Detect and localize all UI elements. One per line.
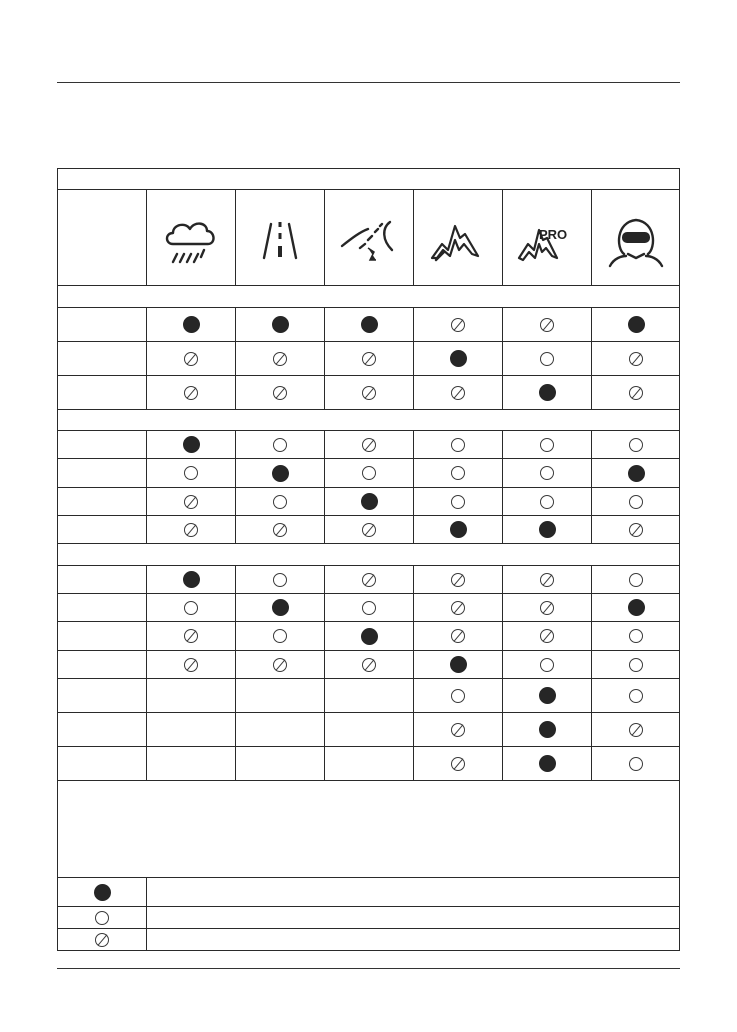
matrix-cell xyxy=(236,566,324,593)
not-applicable-icon xyxy=(184,352,198,366)
matrix-cell xyxy=(503,679,591,712)
top-rule xyxy=(57,82,680,83)
not-applicable-icon xyxy=(95,933,109,947)
not-applicable-icon xyxy=(273,658,287,672)
matrix-cell xyxy=(592,488,680,515)
filled-circle-icon xyxy=(361,316,378,333)
matrix-cell xyxy=(414,376,502,409)
filled-circle-icon xyxy=(628,316,645,333)
matrix-cell xyxy=(236,308,324,341)
not-applicable-icon xyxy=(362,386,376,400)
matrix-cell xyxy=(592,651,680,678)
matrix-cell xyxy=(325,651,413,678)
open-circle-icon xyxy=(184,466,198,480)
matrix-cell xyxy=(147,308,235,341)
row-divider xyxy=(58,285,679,286)
matrix-cell xyxy=(503,594,591,621)
filled-circle-icon xyxy=(450,521,467,538)
filled-circle-icon xyxy=(539,755,556,772)
matrix-cell xyxy=(503,376,591,409)
not-applicable-icon xyxy=(273,352,287,366)
legend-symbol-cell xyxy=(58,878,146,906)
matrix-cell xyxy=(414,488,502,515)
open-circle-icon xyxy=(629,658,643,672)
not-applicable-icon xyxy=(540,573,554,587)
matrix-cell xyxy=(503,622,591,650)
not-applicable-icon xyxy=(184,386,198,400)
road-mode-icon xyxy=(236,200,324,282)
matrix-cell xyxy=(236,431,324,458)
not-applicable-icon xyxy=(184,658,198,672)
open-circle-icon xyxy=(629,629,643,643)
not-applicable-icon xyxy=(273,523,287,537)
pro-badge-text: PRO xyxy=(539,227,568,242)
rain-mode-icon xyxy=(147,200,235,282)
filled-circle-icon xyxy=(272,599,289,616)
matrix-cell xyxy=(147,713,235,746)
not-applicable-icon xyxy=(184,629,198,643)
matrix-cell xyxy=(325,594,413,621)
matrix-cell xyxy=(325,679,413,712)
matrix-cell xyxy=(147,594,235,621)
row-divider xyxy=(58,906,679,907)
sport-mode-icon xyxy=(325,200,413,282)
matrix-cell xyxy=(414,566,502,593)
open-circle-icon xyxy=(451,495,465,509)
matrix-cell xyxy=(147,459,235,487)
not-applicable-icon xyxy=(362,438,376,452)
open-circle-icon xyxy=(629,757,643,771)
matrix-cell xyxy=(236,342,324,375)
matrix-cell xyxy=(503,713,591,746)
matrix-cell xyxy=(236,488,324,515)
filled-circle-icon xyxy=(272,316,289,333)
rider-helmet-icon xyxy=(592,200,680,282)
filled-circle-icon xyxy=(628,599,645,616)
matrix-cell xyxy=(325,713,413,746)
matrix-cell xyxy=(414,459,502,487)
matrix-cell xyxy=(592,516,680,543)
matrix-cell xyxy=(503,342,591,375)
matrix-cell xyxy=(236,679,324,712)
matrix-cell xyxy=(325,566,413,593)
matrix-cell xyxy=(325,622,413,650)
filled-circle-icon xyxy=(183,316,200,333)
open-circle-icon xyxy=(273,438,287,452)
row-divider xyxy=(58,189,679,190)
not-applicable-icon xyxy=(362,573,376,587)
trail-pro-mode-icon xyxy=(503,200,591,282)
not-applicable-icon xyxy=(629,723,643,737)
matrix-cell xyxy=(147,747,235,780)
filled-circle-icon xyxy=(539,384,556,401)
matrix-cell xyxy=(236,376,324,409)
matrix-cell xyxy=(592,679,680,712)
open-circle-icon xyxy=(95,911,109,925)
matrix-cell xyxy=(236,594,324,621)
open-circle-icon xyxy=(362,601,376,615)
open-circle-icon xyxy=(629,438,643,452)
open-circle-icon xyxy=(629,689,643,703)
matrix-cell xyxy=(325,516,413,543)
matrix-cell xyxy=(592,459,680,487)
matrix-cell xyxy=(147,516,235,543)
not-applicable-icon xyxy=(629,386,643,400)
matrix-cell xyxy=(147,376,235,409)
not-applicable-icon xyxy=(362,658,376,672)
filled-circle-icon xyxy=(361,493,378,510)
filled-circle-icon xyxy=(539,521,556,538)
not-applicable-icon xyxy=(451,601,465,615)
matrix-cell xyxy=(592,747,680,780)
matrix-cell xyxy=(592,308,680,341)
filled-circle-icon xyxy=(539,687,556,704)
matrix-cell xyxy=(236,713,324,746)
matrix-cell xyxy=(325,488,413,515)
matrix-cell xyxy=(236,622,324,650)
filled-circle-icon xyxy=(450,656,467,673)
not-applicable-icon xyxy=(362,523,376,537)
matrix-cell xyxy=(592,622,680,650)
filled-circle-icon xyxy=(361,628,378,645)
filled-circle-icon xyxy=(450,350,467,367)
not-applicable-icon xyxy=(184,495,198,509)
matrix-cell xyxy=(147,431,235,458)
matrix-cell xyxy=(236,516,324,543)
open-circle-icon xyxy=(540,438,554,452)
trail-mode-icon xyxy=(414,200,502,282)
matrix-cell xyxy=(592,342,680,375)
filled-circle-icon xyxy=(183,436,200,453)
open-circle-icon xyxy=(362,466,376,480)
matrix-cell xyxy=(503,651,591,678)
matrix-cell xyxy=(147,566,235,593)
matrix-cell xyxy=(414,431,502,458)
row-divider xyxy=(58,928,679,929)
matrix-cell xyxy=(503,459,591,487)
filled-circle-icon xyxy=(183,571,200,588)
row-divider xyxy=(58,877,679,878)
matrix-cell xyxy=(414,713,502,746)
matrix-cell xyxy=(503,488,591,515)
matrix-cell xyxy=(236,459,324,487)
matrix-cell xyxy=(592,566,680,593)
legend-symbol-cell xyxy=(58,929,146,951)
open-circle-icon xyxy=(629,495,643,509)
matrix-cell xyxy=(147,679,235,712)
open-circle-icon xyxy=(273,629,287,643)
not-applicable-icon xyxy=(451,386,465,400)
matrix-cell xyxy=(325,747,413,780)
matrix-cell xyxy=(147,651,235,678)
matrix-cell xyxy=(414,516,502,543)
matrix-cell xyxy=(325,459,413,487)
not-applicable-icon xyxy=(451,723,465,737)
matrix-cell xyxy=(592,431,680,458)
open-circle-icon xyxy=(273,573,287,587)
matrix-cell xyxy=(503,308,591,341)
filled-circle-icon xyxy=(539,721,556,738)
open-circle-icon xyxy=(540,495,554,509)
open-circle-icon xyxy=(273,495,287,509)
not-applicable-icon xyxy=(540,629,554,643)
not-applicable-icon xyxy=(362,352,376,366)
matrix-cell xyxy=(414,747,502,780)
legend-symbol-cell xyxy=(58,907,146,928)
not-applicable-icon xyxy=(540,318,554,332)
open-circle-icon xyxy=(540,352,554,366)
matrix-cell xyxy=(414,308,502,341)
not-applicable-icon xyxy=(451,318,465,332)
filled-circle-icon xyxy=(94,884,111,901)
not-applicable-icon xyxy=(451,573,465,587)
bottom-rule xyxy=(57,968,680,969)
not-applicable-icon xyxy=(451,757,465,771)
open-circle-icon xyxy=(629,573,643,587)
matrix-cell xyxy=(592,376,680,409)
matrix-cell xyxy=(592,713,680,746)
matrix-cell xyxy=(325,342,413,375)
matrix-cell xyxy=(325,308,413,341)
matrix-cell xyxy=(414,622,502,650)
not-applicable-icon xyxy=(184,523,198,537)
open-circle-icon xyxy=(451,466,465,480)
open-circle-icon xyxy=(451,689,465,703)
not-applicable-icon xyxy=(629,352,643,366)
matrix-cell xyxy=(503,566,591,593)
not-applicable-icon xyxy=(540,601,554,615)
matrix-cell xyxy=(414,342,502,375)
open-circle-icon xyxy=(451,438,465,452)
matrix-cell xyxy=(325,376,413,409)
matrix-cell xyxy=(147,488,235,515)
not-applicable-icon xyxy=(451,629,465,643)
matrix-cell xyxy=(414,594,502,621)
open-circle-icon xyxy=(184,601,198,615)
open-circle-icon xyxy=(540,658,554,672)
matrix-cell xyxy=(147,622,235,650)
matrix-cell xyxy=(236,651,324,678)
matrix-cell xyxy=(592,594,680,621)
matrix-cell xyxy=(414,651,502,678)
not-applicable-icon xyxy=(629,523,643,537)
matrix-cell xyxy=(503,431,591,458)
row-divider xyxy=(58,409,679,410)
matrix-cell xyxy=(503,516,591,543)
matrix-cell xyxy=(503,747,591,780)
row-divider xyxy=(58,543,679,544)
matrix-cell xyxy=(414,679,502,712)
not-applicable-icon xyxy=(273,386,287,400)
mode-matrix-table xyxy=(57,168,680,951)
filled-circle-icon xyxy=(628,465,645,482)
matrix-cell xyxy=(236,747,324,780)
filled-circle-icon xyxy=(272,465,289,482)
matrix-cell xyxy=(325,431,413,458)
matrix-cell xyxy=(147,342,235,375)
row-divider xyxy=(58,780,679,781)
column-divider xyxy=(146,877,147,951)
open-circle-icon xyxy=(540,466,554,480)
